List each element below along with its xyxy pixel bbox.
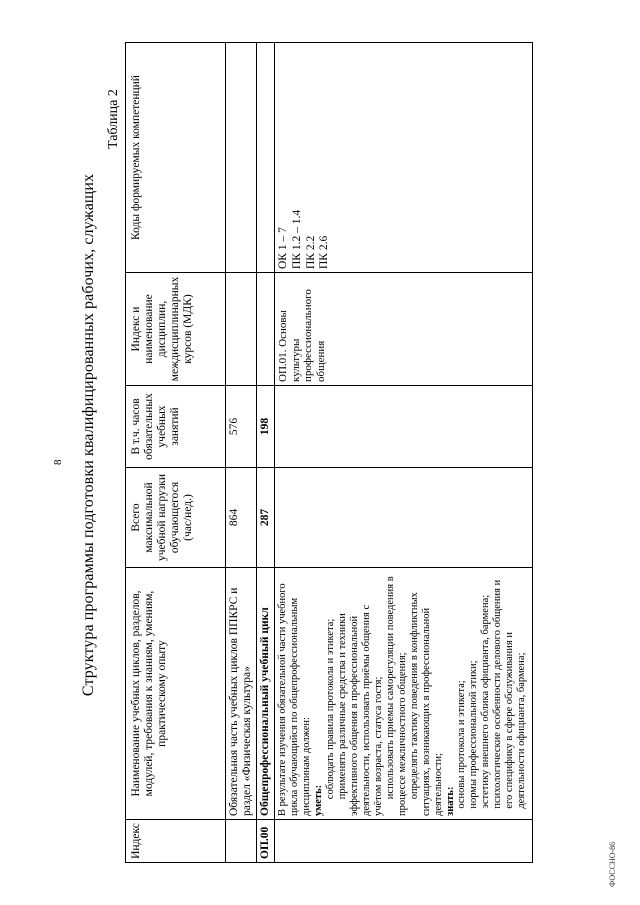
cell-empty	[256, 273, 274, 386]
competence-code: ОК 1 – 7	[276, 227, 289, 269]
competence-code: ПК 2.6	[318, 235, 331, 269]
cell-empty	[274, 468, 532, 568]
requirement-line: соблюдать правила протокола и этикета;	[324, 618, 336, 800]
cell-requirements	[274, 568, 532, 820]
requirement-heading-knowledge: знать:	[444, 786, 456, 816]
curriculum-table	[125, 42, 533, 863]
cell-codes	[274, 43, 532, 273]
table-row-op01	[274, 43, 532, 863]
requirement-line: нормы профессиональной этики;	[468, 660, 480, 809]
table-header-row	[126, 43, 226, 863]
header-name: Наименование учебных циклов, разделов, модулей, требования к знаниям, умениям, практическому опыту	[126, 568, 226, 820]
cell-max-load: 864	[226, 468, 257, 568]
cell-name: Общепрофессиональный учебный цикл	[256, 568, 274, 820]
header-index: Индекс	[126, 820, 226, 863]
competence-code: ПК 1.2 – 1.4	[290, 209, 303, 269]
cell-required: 198	[256, 386, 274, 468]
cell-empty	[256, 43, 274, 273]
requirement-line: В результате изучения обязательной части учебного цикла обучающийся по общепрофессиональным дисциплинам должен:	[276, 583, 312, 816]
header-required: В т.ч. часов обязательных учебных занятий	[126, 386, 226, 468]
footer-code: ФОССНО-86	[608, 841, 617, 887]
header-codes: Коды формируемых компетенций	[126, 43, 226, 273]
cell-max-load: 287	[256, 468, 274, 568]
table-row-mandatory	[226, 43, 257, 863]
cell-empty	[226, 43, 257, 273]
page-number: 8	[52, 459, 64, 465]
cell-empty	[226, 273, 257, 386]
header-discipline: Индекс и наименование дисциплин, междисциплинарных курсов (МДК)	[126, 273, 226, 386]
competence-code: ПК 2.2	[304, 235, 317, 269]
cell-index	[226, 820, 257, 863]
requirement-heading-skills: уметь:	[312, 784, 324, 816]
cell-index: ОП.00	[256, 820, 274, 863]
table-caption: Таблица 2	[106, 89, 121, 149]
cell-empty	[274, 386, 532, 468]
requirement-line: применять различные средства и техники эффективного общения в профессиональной деятельности, использовать приёмы общения с учётом возраста, статуса гостя;	[336, 604, 384, 816]
requirement-line: использовать приемы саморегуляции поведения в процессе межличностного общения;	[384, 576, 408, 816]
cell-empty	[274, 820, 532, 863]
cell-name: Обязательная часть учебных циклов ППКРС и раздел «Физическая культура»	[226, 568, 257, 820]
requirement-line: психологические особенности делового общения и его специфику в сфере обслуживания и деятельности официанта, бармена;	[492, 579, 528, 809]
requirement-line: основы протокола и этикета;	[456, 680, 468, 809]
cell-required: 576	[226, 386, 257, 468]
table-row-op00	[256, 43, 274, 863]
requirement-line: определять тактику поведения в конфликтных ситуациях, возникающих в профессиональной деятельности;	[408, 592, 444, 816]
header-max-load: Всего максимальной учебной нагрузки обучающегося (час/нед.)	[126, 468, 226, 568]
page-title: Структура программы подготовки квалифицированных рабочих, служащих	[80, 173, 97, 697]
requirement-line: эстетику внешнего облика официанта, бармена;	[480, 594, 492, 809]
cell-discipline: ОП.01. Основы культуры профессионального общения	[274, 273, 532, 386]
